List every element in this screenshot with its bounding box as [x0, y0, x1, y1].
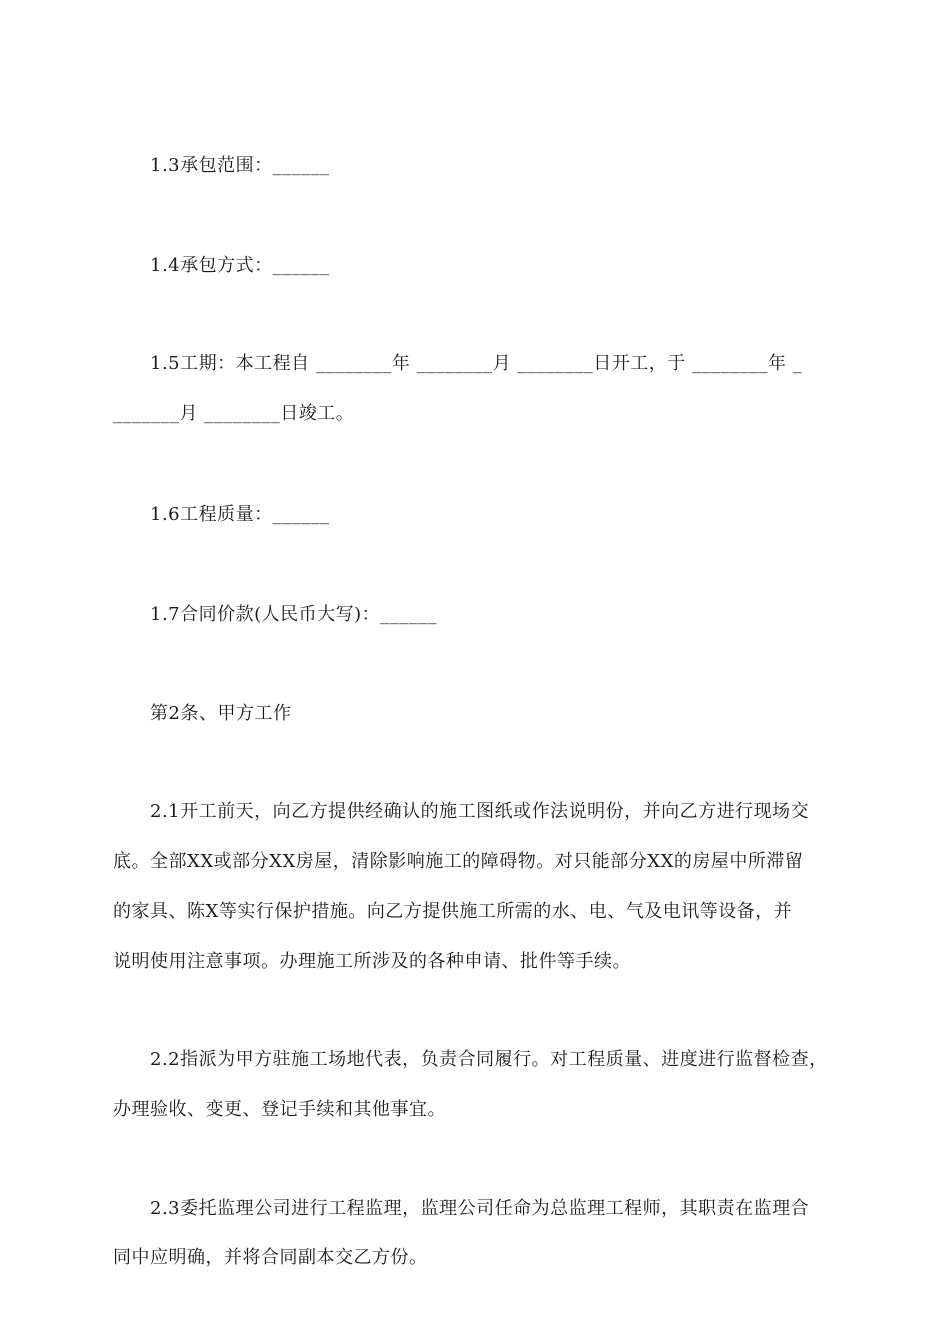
clause-1-4: 1.4承包方式：______ [150, 255, 330, 276]
clause-1-7: 1.7合同价款(人民币大写)：______ [150, 604, 438, 625]
clause-2-3-line-1: 2.3委托监理公司进行工程监理，监理公司任命为总监理工程师，其职责在监理合 [150, 1198, 810, 1219]
clause-1-5-line-1: 1.5工期：本工程自 ________年 ________月 ________日开工，于 ________年 _ [150, 353, 803, 374]
article-2-heading: 第2条、甲方工作 [150, 703, 292, 724]
clause-1-5-line-2: _______月 ________日竣工。 [113, 403, 355, 424]
clause-2-2-line-1: 2.2指派为甲方驻施工场地代表，负责合同履行。对工程质量、进度进行监督检查， [150, 1049, 828, 1070]
clause-2-1-line-3: 的家具、陈X等实行保护措施。向乙方提供施工所需的水、电、气及电讯等设备，并 [113, 901, 793, 922]
clause-2-3-line-2: 同中应明确，并将合同副本交乙方份。 [113, 1247, 428, 1268]
clause-2-2-line-2: 办理验收、变更、登记手续和其他事宜。 [113, 1099, 446, 1120]
clause-1-3: 1.3承包范围：______ [150, 155, 330, 176]
clause-2-1-line-2: 底。全部XX或部分XX房屋，清除影响施工的障碍物。对只能部分XX的房屋中所滞留 [113, 851, 804, 872]
clause-1-6: 1.6工程质量：______ [150, 504, 330, 525]
clause-2-1-line-4: 说明使用注意事项。办理施工所涉及的各种申请、批件等手续。 [113, 951, 631, 972]
clause-2-1-line-1: 2.1开工前天，向乙方提供经确认的施工图纸或作法说明份，并向乙方进行现场交 [150, 801, 810, 822]
